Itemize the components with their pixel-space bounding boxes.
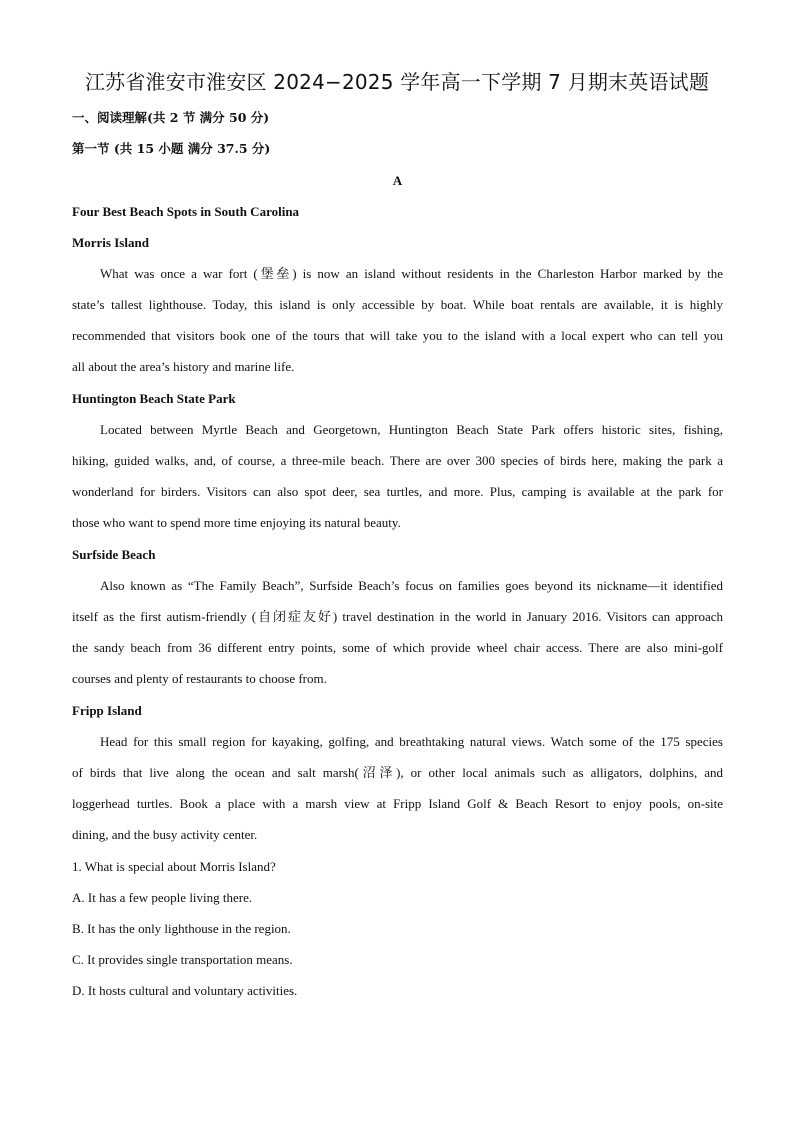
section-heading-surfside: Surfside Beach — [72, 547, 156, 562]
option-b: B. It has the only lighthouse in the region. — [72, 921, 291, 936]
paragraph-line: itself as the first autism-friendly (自闭症友好) travel destination in the world in January 2016. Visitors can approach — [72, 609, 723, 624]
paragraph-line: the sandy beach from 36 different entry points, some of which provide wheel chair access. There are also mini-golf — [72, 640, 723, 655]
section-heading: 一、阅读理解(共 2 节 满分 50 分) — [72, 110, 270, 125]
exam-title: 江苏省淮安市淮安区 2024−2025 学年高一下学期 7 月期末英语试题 — [84, 70, 710, 94]
paragraph-line: What was once a war fort (堡垒) is now an island without residents in the Charleston Harbor marked by the — [100, 266, 723, 281]
paragraph-line: wonderland for birders. Visitors can also spot deer, sea turtles, and more. Plus, camping is available at the park for — [72, 484, 723, 499]
paragraph-line: all about the area’s history and marine life. — [72, 359, 295, 374]
paragraph-line: Located between Myrtle Beach and Georgetown, Huntington Beach State Park offers historic sites, fishing, — [100, 422, 723, 437]
paragraph-line: hiking, guided walks, and, of course, a three-mile beach. There are over 300 species of birds here, making the park a — [72, 453, 723, 468]
passage-title: Four Best Beach Spots in South Carolina — [72, 204, 300, 219]
section-heading-morris-island: Morris Island — [72, 235, 149, 250]
paragraph-line: loggerhead turtles. Book a place with a marsh view at Fripp Island Golf & Beach Resort to enjoy pools, on-site — [72, 796, 723, 811]
option-c: C. It provides single transportation means. — [72, 952, 293, 967]
paragraph-line: of birds that live along the ocean and salt marsh(沼泽), or other local animals such as alligators, dolphins, and — [72, 765, 723, 780]
paragraph-line: recommended that visitors book one of the tours that will take you to the island with a local expert who can tell you — [72, 328, 723, 343]
passage-label: A — [392, 173, 403, 188]
subsection-heading: 第一节 (共 15 小题 满分 37.5 分) — [72, 141, 271, 156]
paragraph-line: state’s tallest lighthouse. Today, this island is only accessible by boat. While boat rentals are available, it is highly — [72, 297, 723, 312]
option-d: D. It hosts cultural and voluntary activities. — [72, 983, 298, 998]
section-heading-fripp-island: Fripp Island — [72, 703, 142, 718]
paragraph-line: Head for this small region for kayaking, golfing, and breathtaking natural views. Watch some of the 175 species — [100, 734, 723, 749]
question-stem: 1. What is special about Morris Island? — [72, 859, 276, 874]
option-a: A. It has a few people living there. — [72, 890, 253, 905]
paragraph-line: dining, and the busy activity center. — [72, 827, 258, 842]
section-heading-huntington: Huntington Beach State Park — [72, 391, 236, 406]
paragraph-line: courses and plenty of restaurants to choose from. — [72, 671, 327, 686]
paragraph-line: Also known as “The Family Beach”, Surfside Beach’s focus on families goes beyond its nickname—it identified — [100, 578, 723, 593]
paragraph-line: those who want to spend more time enjoying its natural beauty. — [72, 515, 401, 530]
